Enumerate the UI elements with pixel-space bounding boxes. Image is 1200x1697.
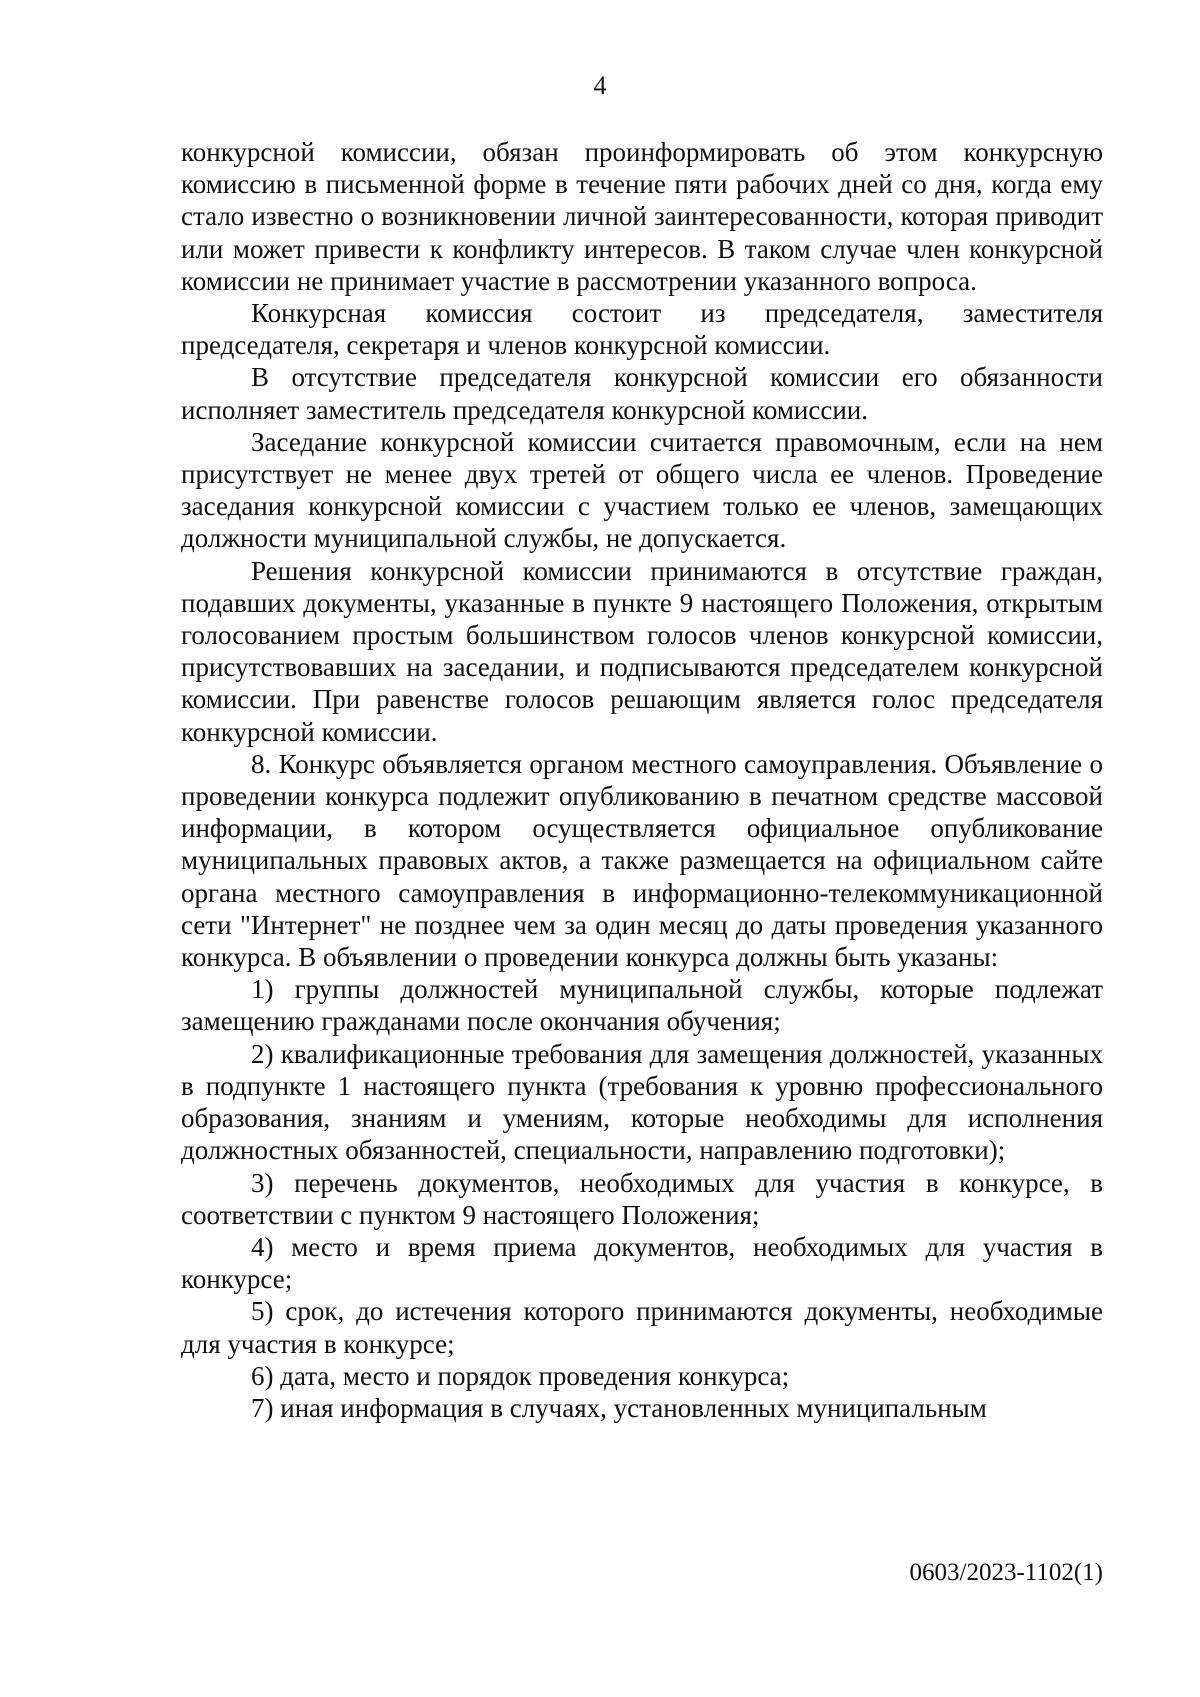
list-item-4: 4) место и время приема документов, необходимых для участия в конкурсе; — [181, 1231, 1103, 1295]
list-item-6: 6) дата, место и порядок проведения конкурса; — [251, 1360, 790, 1391]
list-item-3: 3) перечень документов, необходимых для участия в конкурсе, в соответствии с пунктом 9 настоящего Положения; — [181, 1167, 1103, 1230]
list-item-2: 2) квалификационные требования для замещения должностей, указанных в подпункте 1 настоящего пункта (требования к уровню профессионального образования, знаниям и умениям, которые необходимы для исполнения должностных обязанностей, специальности, направлению подготовки); — [181, 1038, 1103, 1166]
paragraph-chair-absence: В отсутствие председателя конкурсной комиссии его обязанности исполняет заместитель председателя конкурсной комиссии. — [181, 362, 1103, 425]
paragraph-decisions: Решения конкурсной комиссии принимаются в отсутствие граждан, подавших документы, указанные в пункте 9 настоящего Положения, открытым голосованием простым большинством голосов членов конкурсной комиссии, присутствовавших на заседании, и подписываются председателем конкурсной комиссии. При равенстве голосов решающим является голос председателя конкурсной комиссии. — [181, 555, 1103, 747]
paragraph-commission-composition: Конкурсная комиссия состоит из председателя, заместителя председателя, секретаря и членов конкурсной комиссии. — [181, 298, 1103, 361]
list-item-5: 5) срок, до истечения которого принимаются документы, необходимые для участия в конкурсе; — [181, 1296, 1103, 1359]
document-body — [181, 136, 1103, 1424]
paragraph-item-8-announcement: 8. Конкурс объявляется органом местного самоуправления. Объявление о проведении конкурса подлежит опубликованию в печатном средстве массовой информации, в котором осуществляется официальное опубликование муниципальных правовых актов, а также размещается на официальном сайте органа местного самоуправления в информационно-телекоммуникационной сети "Интернет" не позднее чем за один месяц до даты проведения указанного конкурса. В объявлении о проведении конкурса должны быть указаны: — [181, 748, 1103, 973]
paragraph-quorum: Заседание конкурсной комиссии считается правомочным, если на нем присутствует не менее двух третей от общего числа ее членов. Проведение заседания конкурсной комиссии с участием только ее членов, замещающих должности муниципальной службы, не допускается. — [181, 426, 1103, 554]
list-item-7: 7) иная информация в случаях, установленных муниципальным — [251, 1392, 987, 1423]
document-code: 0603/2023-1102(1) — [909, 1559, 1103, 1586]
page-number: 4 — [593, 71, 607, 100]
list-item-1: 1) группы должностей муниципальной службы, которые подлежат замещению гражданами после окончания обучения; — [181, 974, 1103, 1037]
paragraph-conflict-of-interest: конкурсной комиссии, обязан проинформировать об этом конкурсную комиссию в письменной форме в течение пяти рабочих дней со дня, когда ему стало известно о возникновении личной заинтересованности, которая приводит или может привести к конфликту интересов. В таком случае член конкурсной комиссии не принимает участие в рассмотрении указанного вопроса. — [181, 137, 1103, 296]
